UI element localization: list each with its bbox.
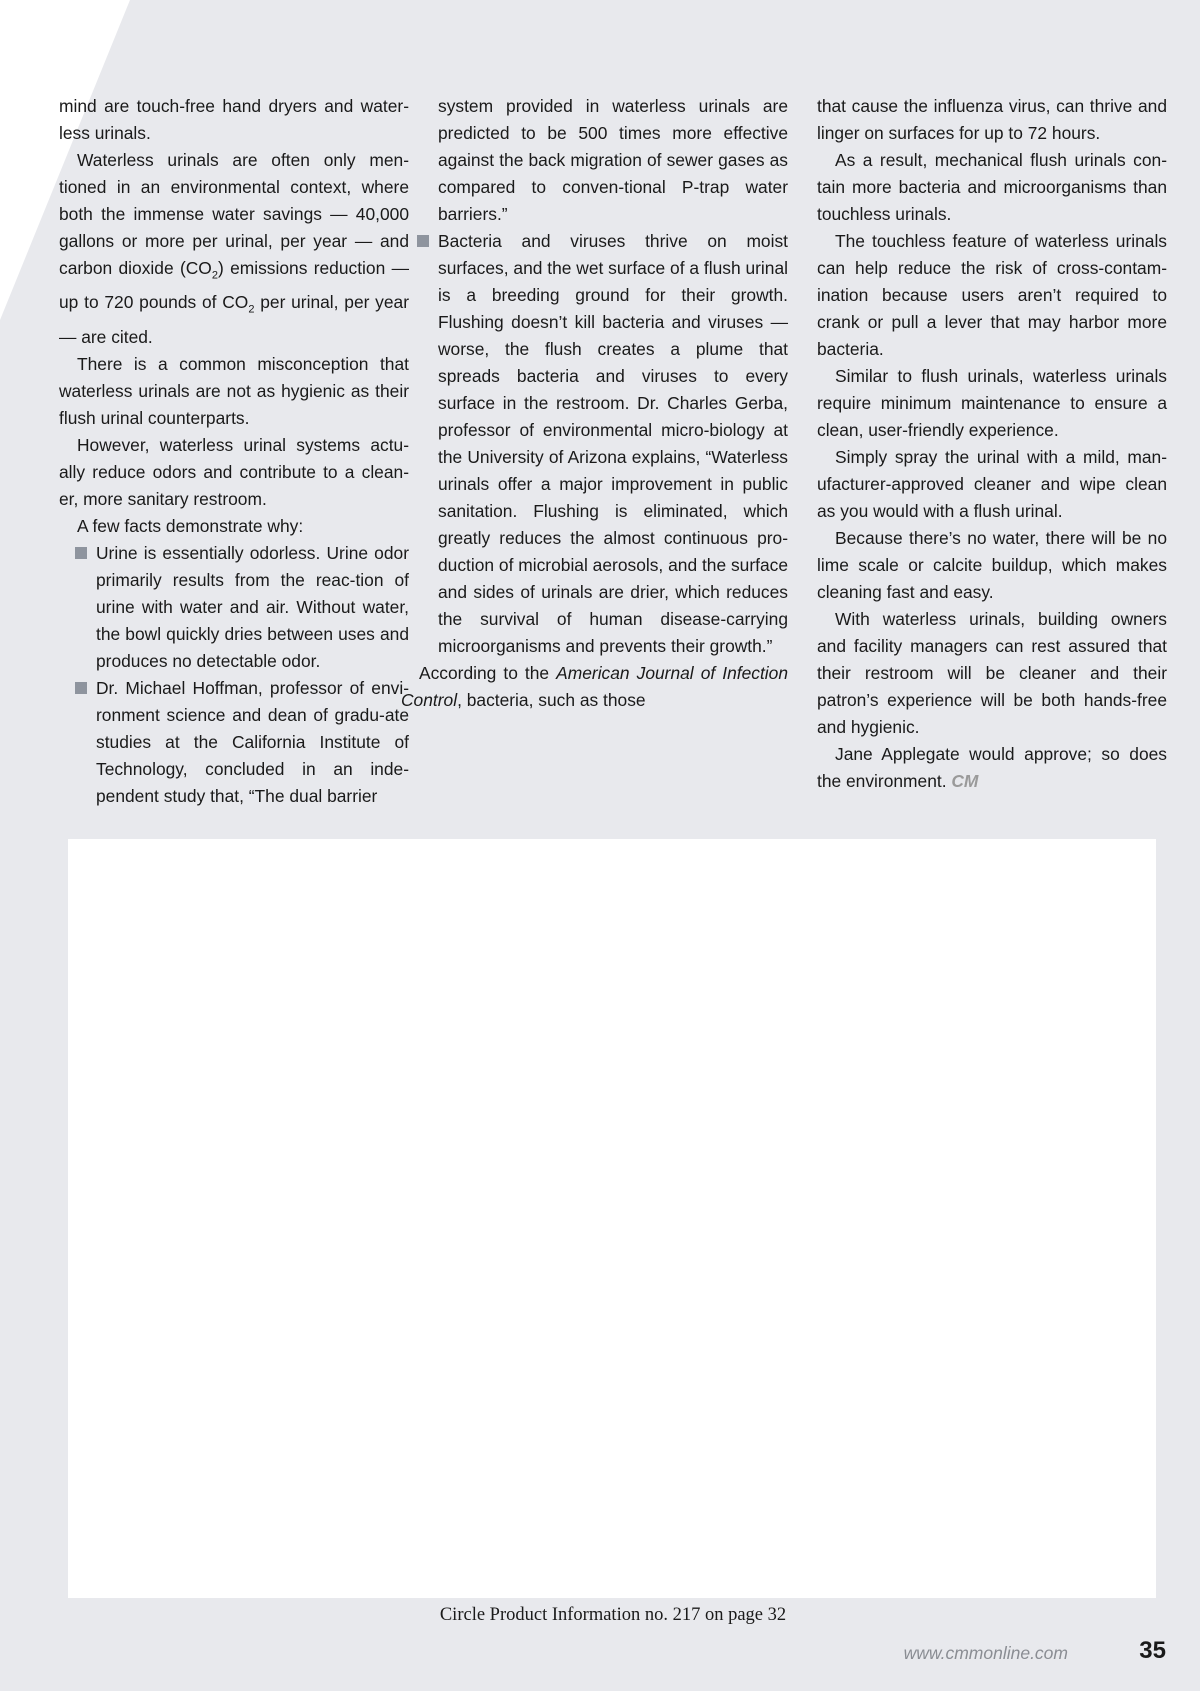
article-column-2 (401, 93, 788, 714)
paragraph: The touchless feature of waterless urinals can help reduce the risk of cross-contam-ination because users aren’t required to crank or pull a lever that may harbor more bacteria. (817, 231, 1167, 359)
bullet-list (438, 93, 788, 660)
advertisement-placeholder (68, 839, 1156, 1598)
list-item: Bacteria and viruses thrive on moist surfaces, and the wet surface of a flush urinal is a breeding ground for their growth. Flushing doesn’t kill bacteria and viruses — worse, the flush creates a plume that spreads bacteria and viruses to every surface in the restroom. Dr. Charles Gerba, professor of environmental micro-biology at the University of Arizona explains, “Waterless urinals offer a major improvement in public sanitation. Flushing is eliminated, which greatly reduces the almost continuous pro-duction of microbial aerosols, and the surface and sides of urinals are drier, which reduces the survival of human disease-carrying microorganisms and prevents their growth.” (401, 228, 788, 660)
paragraph: mind are touch-free hand dryers and water-less urinals. (59, 96, 409, 143)
bullet-list (59, 540, 409, 810)
paragraph: According to the American Journal of Infection Control, bacteria, such as those (401, 663, 788, 710)
square-bullet-icon (75, 682, 87, 694)
paragraph: There is a common misconception that waterless urinals are not as hygienic as their flush urinal counterparts. (59, 353, 409, 428)
list-item: Dr. Michael Hoffman, professor of envi-ronment science and dean of gradu-ate studies at the California Institute of Technology, concluded in an inde-pendent study that, “The dual barrier (59, 675, 409, 810)
paragraph: Similar to flush urinals, waterless urinals require minimum maintenance to ensure a clean, user-friendly experience. (817, 366, 1167, 440)
paragraph: A few facts demonstrate why: (77, 515, 304, 536)
page-number: 35 (1139, 1637, 1166, 1664)
paragraph: Because there’s no water, there will be no lime scale or calcite buildup, which makes cleaning fast and easy. (817, 528, 1167, 602)
paragraph: Jane Applegate would approve; so does the environment. CM (817, 744, 1167, 791)
paragraph: Simply spray the urinal with a mild, man-ufacturer-approved cleaner and wipe clean as you would with a flush urinal. (817, 447, 1167, 521)
article-column-3 (817, 93, 1167, 795)
list-item: Urine is essentially odorless. Urine odor primarily results from the reac-tion of urine with water and air. Without water, the bowl quickly dries between uses and produces no detectable odor. (59, 540, 409, 675)
paragraph: However, waterless urinal systems actu-ally reduce odors and contribute to a clean-er, more sanitary restroom. (59, 434, 409, 509)
cm-end-mark: CM (951, 771, 979, 791)
paragraph: As a result, mechanical flush urinals con-tain more bacteria and microorganisms than touchless urinals. (817, 150, 1167, 224)
square-bullet-icon (75, 547, 87, 559)
footer-url: www.cmmonline.com (903, 1643, 1068, 1663)
list-item-continued: system provided in waterless urinals are predicted to be 500 times more effective against the back migration of sewer gases as compared to conven-tional P-trap water barriers.” (438, 96, 788, 224)
article-column-1 (59, 93, 409, 810)
circle-product-info: Circle Product Information no. 217 on page 32 (439, 1605, 787, 1625)
paragraph: that cause the influenza virus, can thrive and linger on surfaces for up to 72 hours. (817, 96, 1167, 143)
square-bullet-icon (417, 235, 429, 247)
paragraph: Waterless urinals are often only men-tioned in an environmental context, where both the immense water savings — 40,000 gallons or more per urinal, per year — and carbon dioxide $(CO_2)$ emissions reduction — up to 720 pounds of $CO_2$ per urinal, per year — are cited. (59, 150, 409, 347)
paragraph: With waterless urinals, building owners and facility managers can rest assured that their restroom will be cleaner and their patron’s experience will be both hands-free and hygienic. (817, 609, 1167, 737)
